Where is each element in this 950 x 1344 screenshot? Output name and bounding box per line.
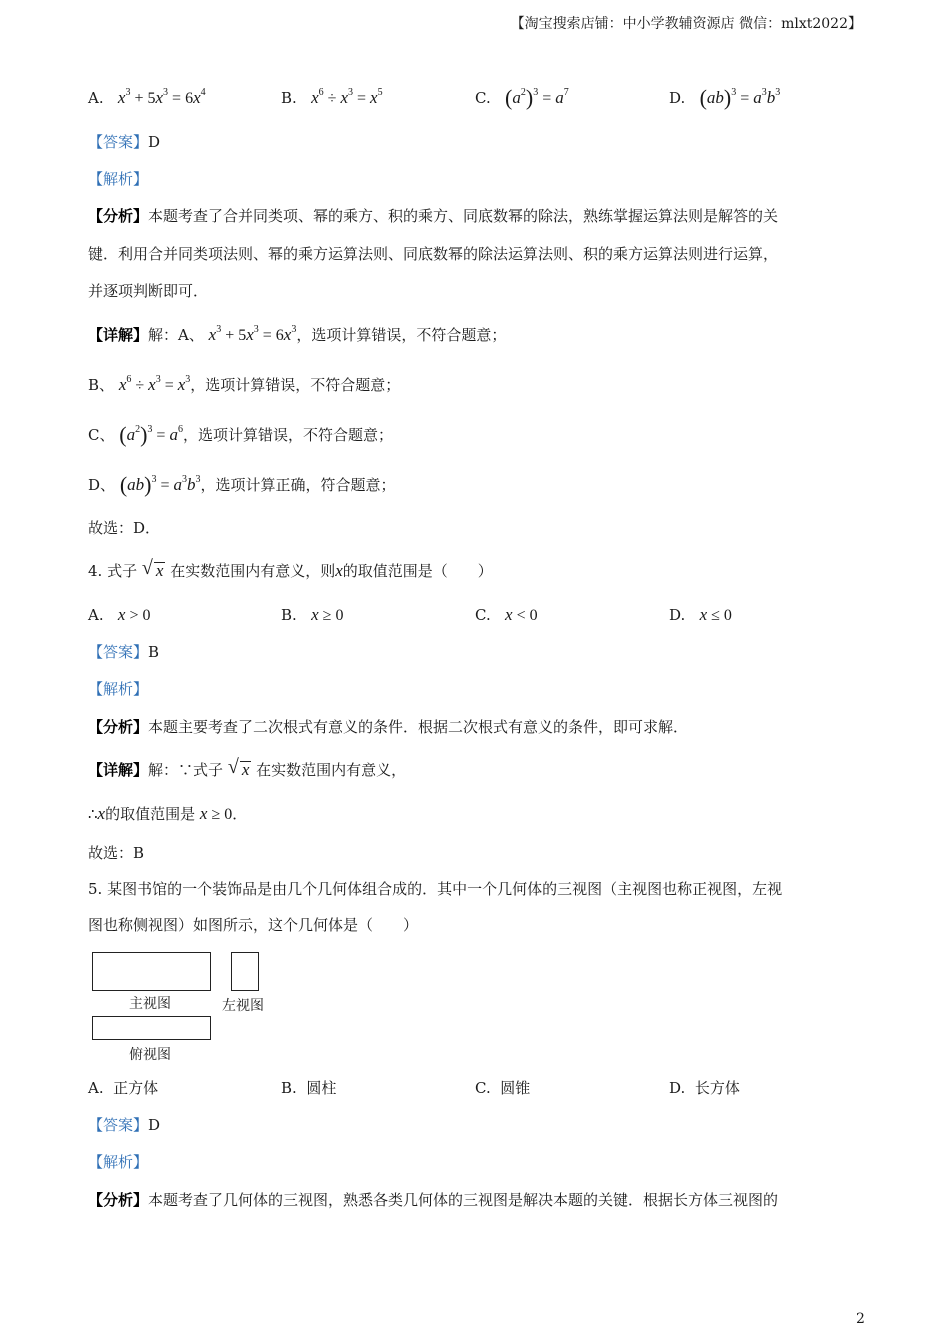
page-number: 2 bbox=[856, 1311, 865, 1327]
q4-stem: 4. 式子 √ x 在实数范围内有意义，则x的取值范围是（ ） bbox=[88, 557, 493, 580]
relation: > bbox=[129, 607, 139, 624]
front-view-caption: 主视图 bbox=[129, 996, 171, 1012]
math-expression: x < 0 bbox=[505, 605, 538, 624]
math-expression: $(ab)^3 = a^3b^3$ bbox=[119, 472, 201, 497]
q5-answer bbox=[88, 1115, 160, 1135]
answer-tag: 【答案】 bbox=[88, 1116, 149, 1134]
detail-tag: 【详解】 bbox=[88, 761, 149, 779]
q4-option-d bbox=[669, 605, 732, 626]
math-expression: $x^6 \div x^3 = x^5$ bbox=[311, 87, 383, 107]
stem-middle: 在实数范围内有意义，则 bbox=[170, 562, 336, 580]
math-expression: x ≥ 0 bbox=[199, 804, 233, 823]
q4-option-c bbox=[475, 605, 538, 626]
left-view-caption: 左视图 bbox=[222, 998, 264, 1014]
q3-answer bbox=[88, 132, 160, 152]
relation: < bbox=[516, 607, 526, 624]
q4-conclusion: 故选：B bbox=[88, 844, 145, 862]
header-shop-note: 【淘宝搜索店铺：中小学教辅资源店 微信：mlxt2022】 bbox=[510, 16, 862, 32]
q3-option-c bbox=[475, 85, 569, 110]
detail-tag: 【详解】 bbox=[88, 326, 149, 344]
q5-stem-line1: 5. 某图书馆的一个装饰品是由几个几何体组合成的．其中一个几何体的三视图（主视图也称正视图，左视 bbox=[88, 880, 783, 898]
q3-option-d bbox=[669, 85, 781, 110]
detail-prefix: C、 bbox=[88, 426, 115, 444]
answer-tag: 【答案】 bbox=[88, 133, 149, 151]
q3-jiexi-tag: 【解析】 bbox=[88, 170, 149, 188]
detail-prefix: 解：∵式子 bbox=[148, 761, 224, 779]
q3-option-b bbox=[281, 88, 383, 109]
relation: ≤ bbox=[711, 607, 720, 624]
q5-option-a bbox=[88, 1078, 158, 1098]
detail-prefix: 解：A、 bbox=[148, 326, 204, 344]
q5-jiexi-tag: 【解析】 bbox=[88, 1153, 149, 1171]
q3-detail-d bbox=[88, 472, 396, 497]
math-expression: $x^6 \div x^3 = x^3$ bbox=[118, 374, 191, 394]
q4-option-b bbox=[281, 605, 343, 626]
analysis-tag: 【分析】 bbox=[88, 718, 149, 736]
detail-suffix: 在实数范围内有意义， bbox=[256, 761, 407, 779]
therefore-suffix: ． bbox=[232, 805, 248, 823]
answer-value: D bbox=[148, 133, 161, 151]
option-label: C. bbox=[475, 89, 491, 107]
math-expression: x ≥ 0 bbox=[311, 605, 344, 624]
stem-suffix: 的取值范围是（ ） bbox=[342, 562, 493, 580]
option-label: B. bbox=[281, 606, 297, 624]
front-view-rectangle bbox=[92, 952, 211, 991]
math-expression: $x^3 + 5x^3 = 6x^4$ bbox=[117, 87, 206, 107]
option-text: 圆锥 bbox=[500, 1079, 531, 1097]
q5-analysis-line1 bbox=[88, 1190, 778, 1210]
math-expression: x ≤ 0 bbox=[699, 605, 732, 624]
option-label: C. bbox=[475, 1079, 491, 1097]
math-expression: $(ab)^3 = a^3b^3$ bbox=[699, 85, 781, 110]
rhs: 0 bbox=[142, 607, 151, 624]
math-expression: $x^3 + 5x^3 = 6x^3$ bbox=[208, 324, 297, 344]
detail-prefix: B、 bbox=[88, 376, 115, 394]
option-label: C. bbox=[475, 606, 491, 624]
sqrt-x: √ x bbox=[141, 557, 164, 580]
option-label: A. bbox=[88, 606, 104, 624]
answer-value: B bbox=[148, 643, 160, 661]
q3-analysis-line1 bbox=[88, 206, 778, 226]
sqrt-x: √ x bbox=[227, 756, 250, 779]
q4-option-a bbox=[88, 605, 151, 626]
option-text: 长方体 bbox=[694, 1079, 740, 1097]
therefore-middle: 的取值范围是 bbox=[105, 805, 196, 823]
rhs: 0 bbox=[335, 607, 344, 624]
option-label: A. bbox=[88, 89, 104, 107]
rhs: 0 bbox=[529, 607, 538, 624]
detail-suffix: ，选项计算错误，不符合题意； bbox=[182, 426, 393, 444]
option-label: B. bbox=[281, 89, 297, 107]
rhs: 0 bbox=[723, 607, 732, 624]
relation: ≥ bbox=[322, 607, 332, 624]
option-label: D. bbox=[669, 606, 686, 624]
q4-therefore: ∴x的取值范围是 x ≥ 0． bbox=[88, 804, 248, 823]
detail-suffix: ，选项计算错误，不符合题意； bbox=[296, 326, 507, 344]
q3-detail-c bbox=[88, 422, 393, 447]
option-label: B. bbox=[281, 1079, 297, 1097]
q4-analysis bbox=[88, 717, 688, 737]
left-view-rectangle bbox=[231, 952, 259, 991]
answer-value: D bbox=[148, 1116, 161, 1134]
option-label: D. bbox=[669, 89, 686, 107]
analysis-tag: 【分析】 bbox=[88, 207, 149, 225]
q5-stem-line2: 图也称侧视图）如图所示，这个几何体是（ ） bbox=[88, 916, 419, 934]
q4-jiexi-tag: 【解析】 bbox=[88, 680, 149, 698]
q3-detail-a bbox=[88, 325, 506, 346]
option-label: A. bbox=[88, 1079, 104, 1097]
top-view-rectangle bbox=[92, 1016, 211, 1040]
therefore-symbol: ∴ bbox=[88, 805, 98, 823]
q4-detail bbox=[88, 756, 407, 781]
detail-suffix: ，选项计算错误，不符合题意； bbox=[190, 376, 401, 394]
option-label: D. bbox=[669, 1079, 686, 1097]
q3-conclusion: 故选：D． bbox=[88, 519, 161, 537]
detail-suffix: ，选项计算正确，符合题意； bbox=[200, 476, 396, 494]
analysis-tag: 【分析】 bbox=[88, 1191, 149, 1209]
q3-analysis-line2: 键．利用合并同类项法则、幂的乘方运算法则、同底数幂的除法运算法则、积的乘方运算法则进行运算， bbox=[88, 245, 779, 263]
q5-option-c bbox=[475, 1078, 530, 1098]
q5-option-b bbox=[281, 1078, 336, 1098]
math-expression: $(a^2)^3 = a^6$ bbox=[119, 422, 183, 447]
detail-prefix: D、 bbox=[88, 476, 116, 494]
analysis-text: 本题考查了合并同类项、幂的乘方、积的乘方、同底数幂的除法，熟练掌握运算法则是解答的关 bbox=[148, 207, 779, 225]
q3-detail-b bbox=[88, 375, 400, 396]
answer-tag: 【答案】 bbox=[88, 643, 149, 661]
analysis-text: 本题考查了几何体的三视图，熟悉各类几何体的三视图是解决本题的关键．根据长方体三视图的 bbox=[148, 1191, 779, 1209]
option-text: 圆柱 bbox=[306, 1079, 337, 1097]
q3-option-a bbox=[88, 88, 206, 109]
option-text: 正方体 bbox=[113, 1079, 159, 1097]
math-expression: x > 0 bbox=[117, 605, 151, 624]
top-view-caption: 俯视图 bbox=[129, 1047, 171, 1063]
q5-option-d bbox=[669, 1078, 740, 1098]
q4-answer bbox=[88, 642, 159, 662]
analysis-text: 本题主要考查了二次根式有意义的条件．根据二次根式有意义的条件，即可求解． bbox=[148, 718, 689, 736]
math-expression: $(a^2)^3 = a^7$ bbox=[505, 85, 569, 110]
q3-analysis-line3: 并逐项判断即可． bbox=[88, 282, 209, 300]
stem-prefix: 4. 式子 bbox=[88, 562, 138, 580]
